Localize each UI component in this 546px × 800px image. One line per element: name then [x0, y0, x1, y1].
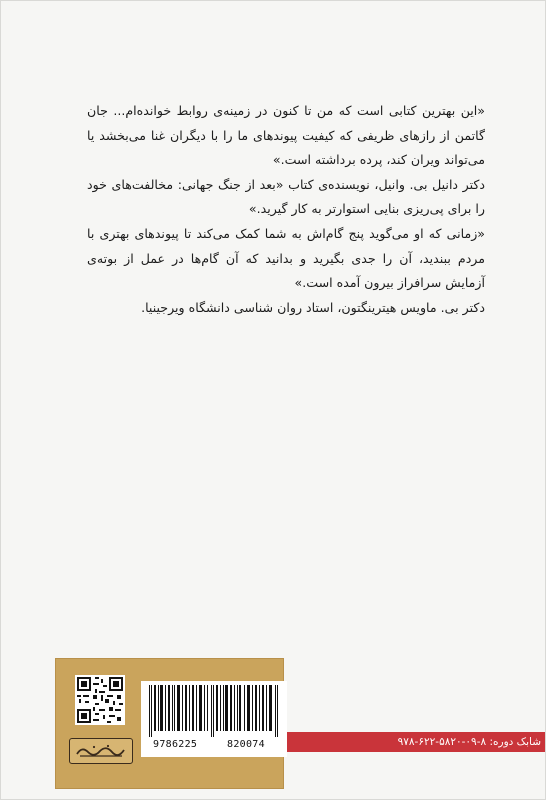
blurb-attribution-2: دکتر بی. ماویس هیترینگتون، استاد روان شناسی دانشگاه ویرجینیا. [141, 299, 485, 315]
blurb-attribution-1: دکتر دانیل بی. وانیل، نویسنده‌ی کتاب «بعد از جنگ جهانی: مخالفت‌های خود را برای پی‌ریزی بنایی استوارتر به کار گیرید.» [87, 176, 485, 217]
publisher-logo-icon [69, 738, 133, 764]
qr-code-icon [75, 675, 125, 725]
blurb-quote-1: «این بهترین کتابی است که من تا کنون در زمینه‌ی روابط خوانده‌ام... جان گاتمن از رازهای ظریفی که کیفیت پیوندهای ما را با دیگران غنا می‌بخشد یا می‌تواند ویران کند، پرده برداشته است.» [87, 103, 485, 168]
isbn-text: شابک دوره: ۸-۰۹-۵۸۲۰-۶۲۲-۹۷۸ [397, 736, 541, 748]
barcode-left-digits: 9786225 [153, 739, 198, 750]
barcode-right-digits: 820074 [227, 739, 265, 750]
blurb-text-block [87, 99, 485, 320]
barcode [141, 681, 287, 757]
barcode-bars [147, 685, 281, 737]
blurb-quote-2: «زمانی که او می‌گوید پنج گام‌اش به شما کمک می‌کند تا پیوندهای بهتری با مردم ببندید، آن را جدی بگیرید و بدانید که آن گام‌ها در عمل از بوته‌ی آزمایش سرافراز بیرون آمده است.» [87, 225, 485, 291]
